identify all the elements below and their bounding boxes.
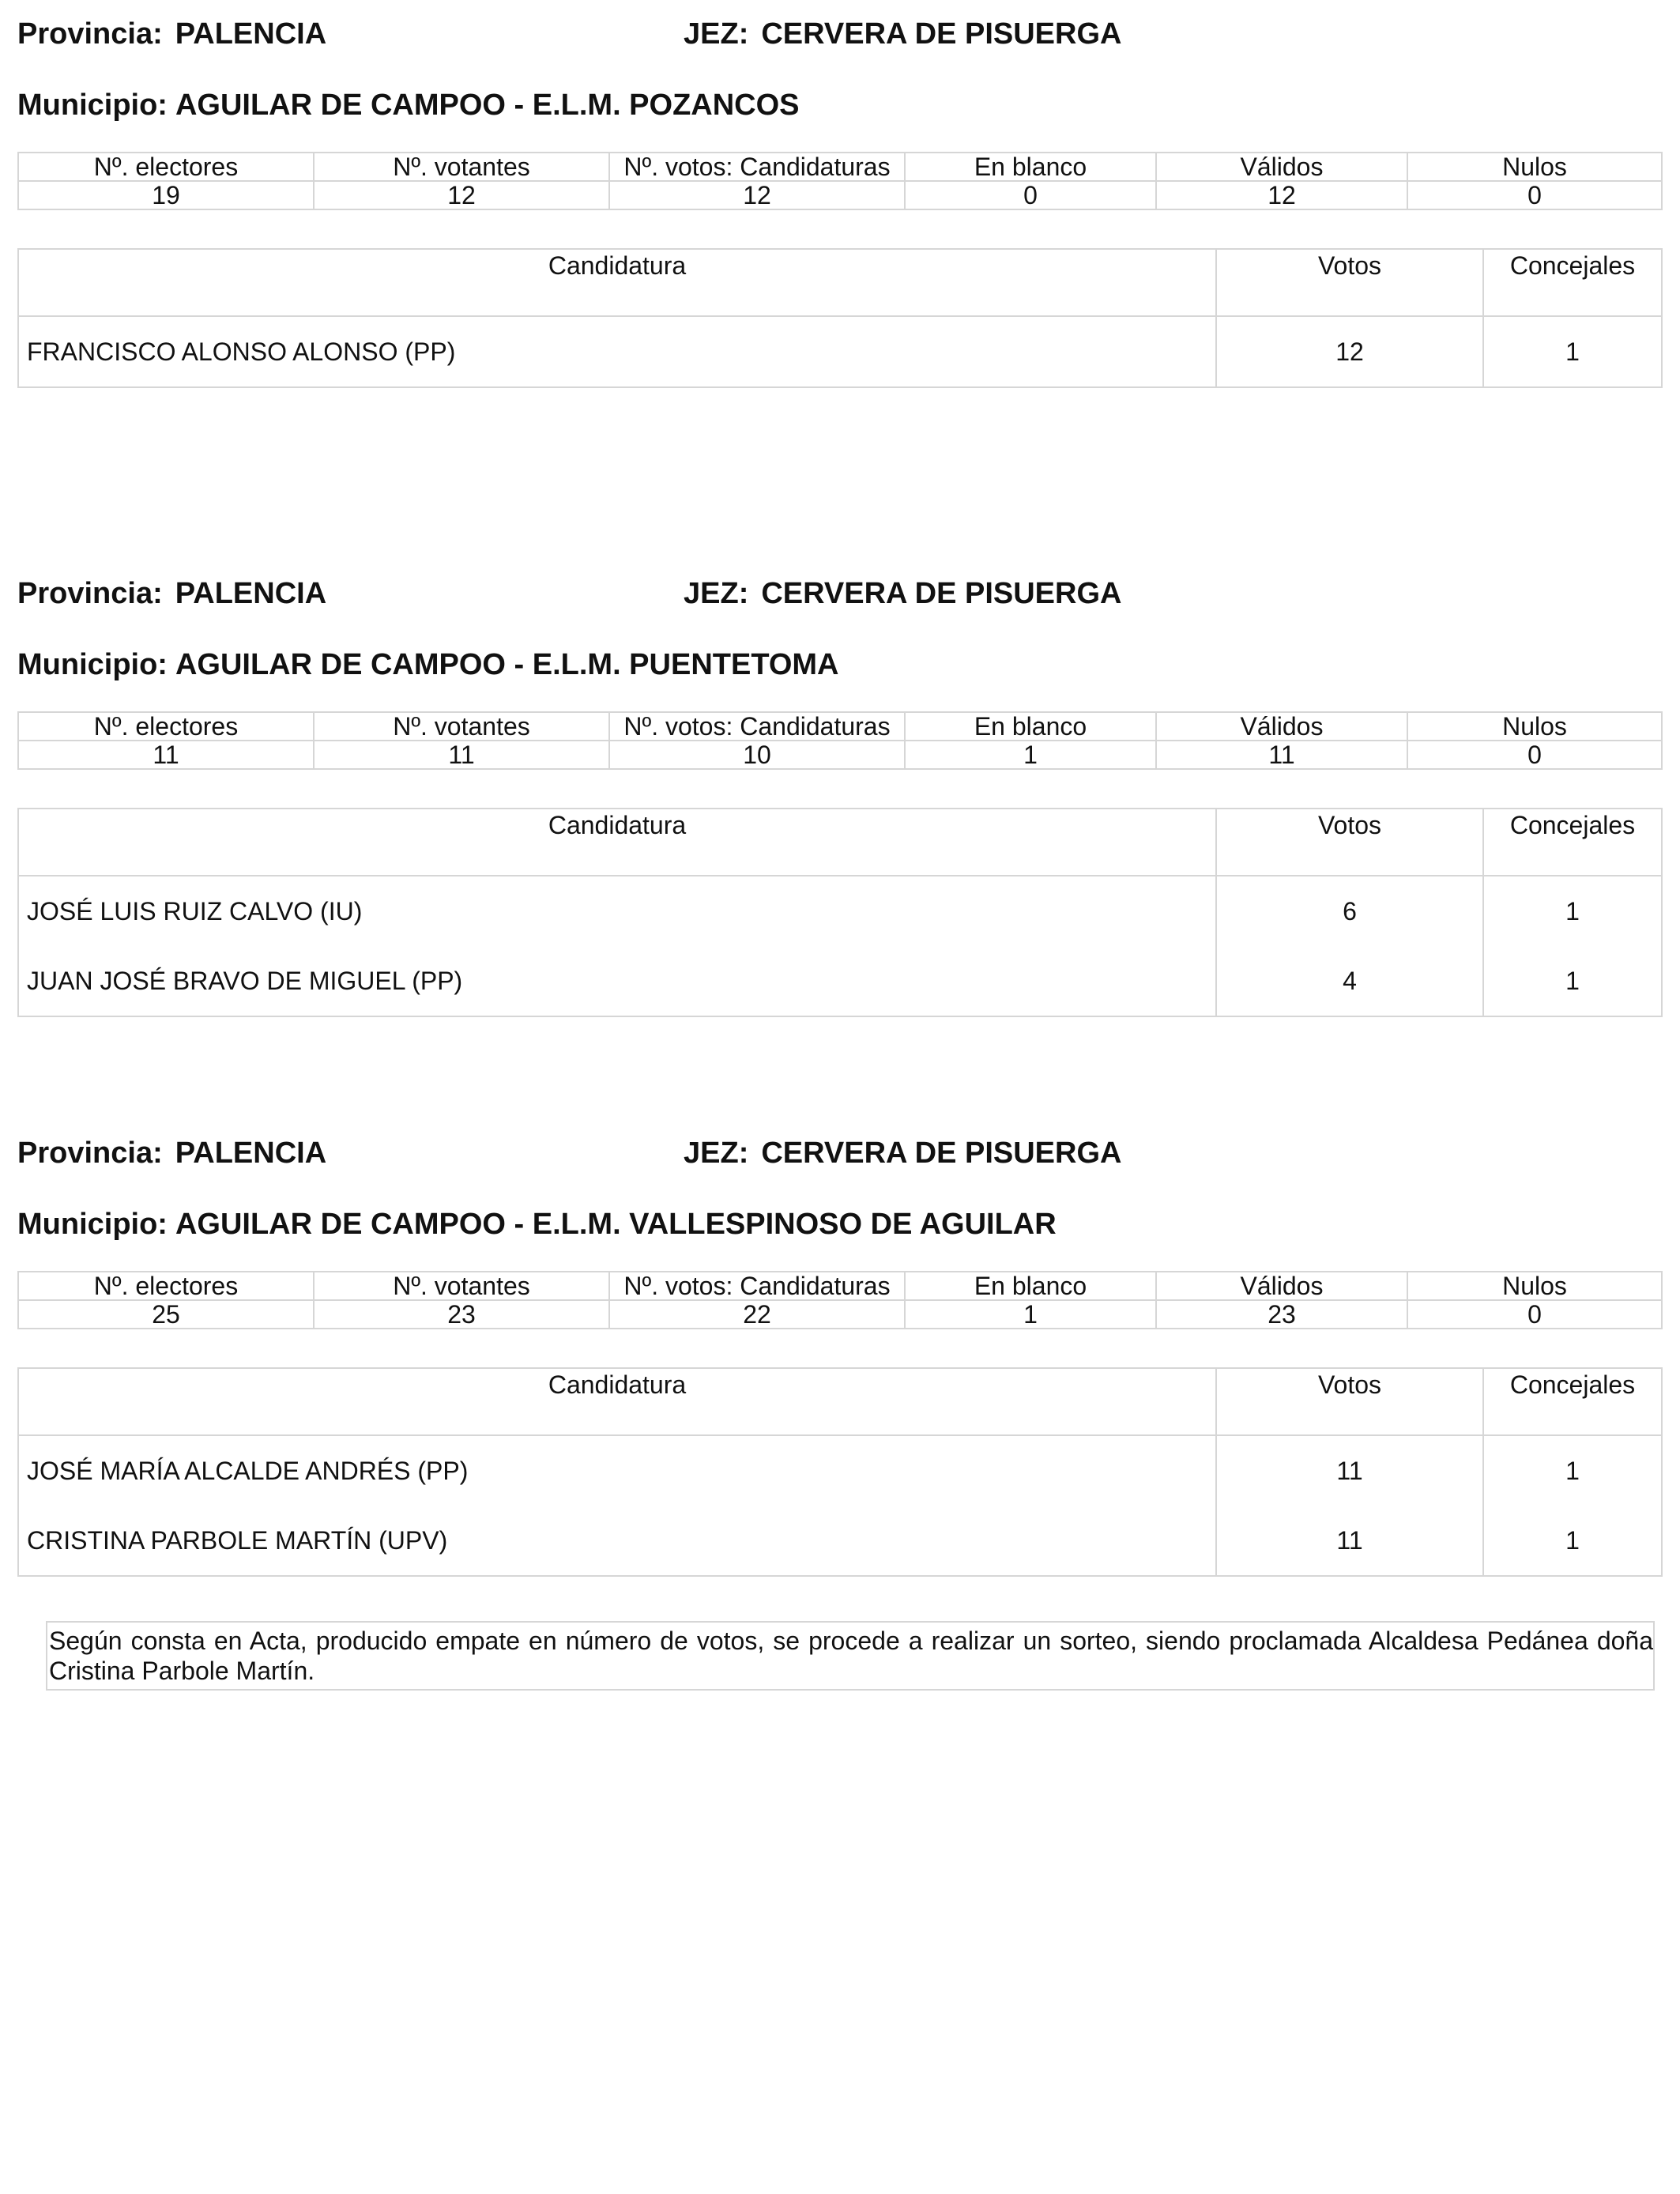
candidates-table: [17, 808, 1663, 1017]
candidate-concejales: 1: [1483, 316, 1662, 387]
header-candidatura: Candidatura: [18, 809, 1216, 876]
summary-value-row: [18, 1300, 1662, 1329]
section-header: [17, 17, 1661, 65]
summary-value-row: [18, 181, 1662, 209]
value-electores: 19: [18, 181, 314, 209]
provincia: Provincia: PALENCIA: [17, 1137, 327, 1170]
jez-value: CERVERA DE PISUERGA: [761, 17, 1122, 51]
candidates-header-row: [18, 249, 1662, 316]
table-row: [18, 1435, 1662, 1506]
municipio-value: AGUILAR DE CAMPOO - E.L.M. VALLESPINOSO DE AGUILAR: [175, 1208, 1057, 1241]
header-votos-candidaturas: Nº. votos: Candidaturas: [609, 153, 905, 181]
header-concejales: Concejales: [1483, 249, 1662, 316]
header-en-blanco: En blanco: [905, 712, 1156, 741]
value-en-blanco: 1: [905, 741, 1156, 769]
header-validos: Válidos: [1156, 1272, 1407, 1300]
candidates-header-row: [18, 809, 1662, 876]
header-electores: Nº. electores: [18, 712, 314, 741]
header-en-blanco: En blanco: [905, 153, 1156, 181]
header-validos: Válidos: [1156, 712, 1407, 741]
candidates-table: [17, 1367, 1663, 1577]
candidate-votos: 6: [1216, 876, 1483, 946]
value-nulos: 0: [1407, 741, 1662, 769]
table-row: [18, 316, 1662, 387]
value-nulos: 0: [1407, 1300, 1662, 1329]
value-en-blanco: 1: [905, 1300, 1156, 1329]
provincia: Provincia: PALENCIA: [17, 577, 327, 610]
header-votos: Votos: [1216, 1368, 1483, 1435]
provincia: Provincia: PALENCIA: [17, 17, 327, 51]
jez: JEZ: CERVERA DE PISUERGA: [684, 577, 1122, 610]
candidate-votos: 4: [1216, 946, 1483, 1016]
candidate-votos: 11: [1216, 1435, 1483, 1506]
candidate-name: JOSÉ MARÍA ALCALDE ANDRÉS (PP): [18, 1435, 1216, 1506]
election-section-vallespinoso: [17, 1137, 1661, 1577]
header-en-blanco: En blanco: [905, 1272, 1156, 1300]
header-votantes: Nº. votantes: [314, 712, 609, 741]
header-votantes: Nº. votantes: [314, 1272, 609, 1300]
jez: JEZ: CERVERA DE PISUERGA: [684, 17, 1122, 51]
section-header: [17, 577, 1661, 624]
municipio: Municipio: AGUILAR DE CAMPOO - E.L.M. PUENTETOMA: [17, 648, 839, 681]
candidates-header-row: [18, 1368, 1662, 1435]
value-validos: 12: [1156, 181, 1407, 209]
candidates-table: [17, 248, 1663, 388]
header-votos-candidaturas: Nº. votos: Candidaturas: [609, 1272, 905, 1300]
municipio: Municipio: AGUILAR DE CAMPOO - E.L.M. VALLESPINOSO DE AGUILAR: [17, 1208, 1057, 1241]
jez-value: CERVERA DE PISUERGA: [761, 577, 1122, 610]
provincia-value: PALENCIA: [175, 577, 327, 610]
value-votantes: 23: [314, 1300, 609, 1329]
value-nulos: 0: [1407, 181, 1662, 209]
candidate-name: JUAN JOSÉ BRAVO DE MIGUEL (PP): [18, 946, 1216, 1016]
summary-table: [17, 1271, 1663, 1329]
header-validos: Válidos: [1156, 153, 1407, 181]
candidate-name: JOSÉ LUIS RUIZ CALVO (IU): [18, 876, 1216, 946]
tie-resolution-note: Según consta en Acta, producido empate en número de votos, se procede a realizar un sorteo, siendo proclamada Alcaldesa Pedánea doña Cristina Parbole Martín.: [46, 1621, 1655, 1691]
provincia-value: PALENCIA: [175, 1137, 327, 1170]
value-votos-candidaturas: 22: [609, 1300, 905, 1329]
candidate-name: FRANCISCO ALONSO ALONSO (PP): [18, 316, 1216, 387]
table-row: [18, 876, 1662, 946]
header-votos: Votos: [1216, 249, 1483, 316]
header-nulos: Nulos: [1407, 153, 1662, 181]
header-concejales: Concejales: [1483, 1368, 1662, 1435]
summary-value-row: [18, 741, 1662, 769]
jez: JEZ: CERVERA DE PISUERGA: [684, 1137, 1122, 1170]
value-votantes: 12: [314, 181, 609, 209]
value-validos: 23: [1156, 1300, 1407, 1329]
candidate-concejales: 1: [1483, 1435, 1662, 1506]
summary-header-row: [18, 1272, 1662, 1300]
summary-header-row: [18, 153, 1662, 181]
value-validos: 11: [1156, 741, 1407, 769]
candidate-concejales: 1: [1483, 876, 1662, 946]
header-votos: Votos: [1216, 809, 1483, 876]
candidate-concejales: 1: [1483, 946, 1662, 1016]
header-nulos: Nulos: [1407, 712, 1662, 741]
election-section-pozancos: [17, 17, 1661, 388]
section-header: [17, 1137, 1661, 1184]
table-row: [18, 1506, 1662, 1576]
candidate-name: CRISTINA PARBOLE MARTÍN (UPV): [18, 1506, 1216, 1576]
header-candidatura: Candidatura: [18, 1368, 1216, 1435]
value-votos-candidaturas: 12: [609, 181, 905, 209]
header-electores: Nº. electores: [18, 1272, 314, 1300]
value-electores: 25: [18, 1300, 314, 1329]
value-electores: 11: [18, 741, 314, 769]
municipio-value: AGUILAR DE CAMPOO - E.L.M. PUENTETOMA: [175, 648, 839, 681]
summary-header-row: [18, 712, 1662, 741]
candidate-concejales: 1: [1483, 1506, 1662, 1576]
table-row: [18, 946, 1662, 1016]
header-electores: Nº. electores: [18, 153, 314, 181]
municipio-value: AGUILAR DE CAMPOO - E.L.M. POZANCOS: [175, 89, 800, 122]
value-votantes: 11: [314, 741, 609, 769]
header-candidatura: Candidatura: [18, 249, 1216, 316]
election-section-puentetoma: [17, 577, 1661, 1017]
jez-value: CERVERA DE PISUERGA: [761, 1137, 1122, 1170]
candidate-votos: 12: [1216, 316, 1483, 387]
summary-table: [17, 152, 1663, 210]
header-votantes: Nº. votantes: [314, 153, 609, 181]
header-votos-candidaturas: Nº. votos: Candidaturas: [609, 712, 905, 741]
municipio: Municipio: AGUILAR DE CAMPOO - E.L.M. POZANCOS: [17, 89, 800, 122]
summary-table: [17, 711, 1663, 770]
header-concejales: Concejales: [1483, 809, 1662, 876]
header-nulos: Nulos: [1407, 1272, 1662, 1300]
provincia-value: PALENCIA: [175, 17, 327, 51]
value-votos-candidaturas: 10: [609, 741, 905, 769]
value-en-blanco: 0: [905, 181, 1156, 209]
candidate-votos: 11: [1216, 1506, 1483, 1576]
